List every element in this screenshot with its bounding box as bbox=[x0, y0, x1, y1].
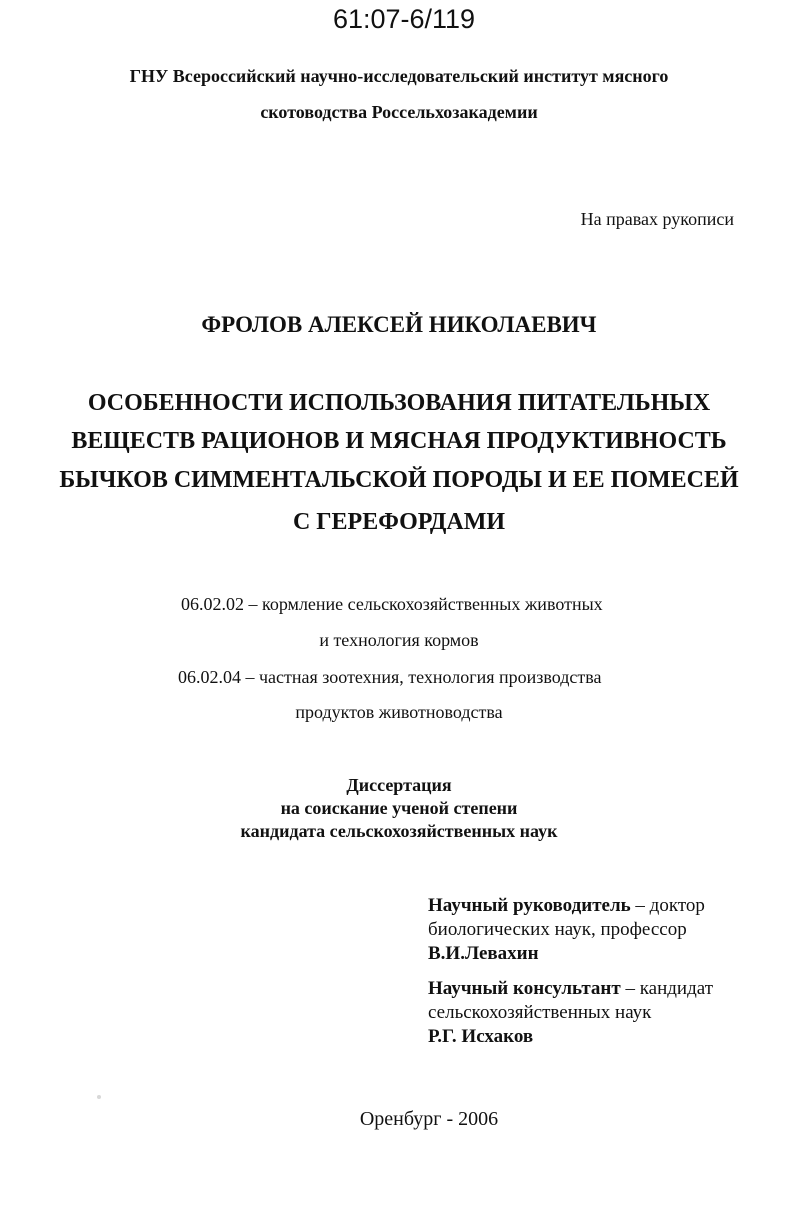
dissertation-degree: кандидата сельскохозяйственных наук bbox=[240, 821, 558, 841]
title-line-3: БЫЧКОВ СИММЕНТАЛЬСКОЙ ПОРОДЫ И ЕЕ ПОМЕСЕЙ bbox=[59, 467, 739, 493]
specialty-line-4: продуктов животноводства bbox=[295, 702, 503, 722]
title-line-4: С ГЕРЕФОРДАМИ bbox=[292, 509, 506, 535]
supervisor-block bbox=[428, 894, 705, 966]
supervisor-name: В.И.Левахин bbox=[428, 943, 539, 964]
consultant-degree-2: сельскохозяйственных наук bbox=[428, 1002, 652, 1023]
consultant-role-line bbox=[428, 977, 713, 1001]
specialty-line-3: 06.02.04 – частная зоотехния, технология производства bbox=[178, 667, 602, 687]
scan-speck bbox=[97, 1095, 101, 1099]
institution-line-2: скотоводства Россельхозакадемии bbox=[260, 102, 538, 122]
title-line-2: ВЕЩЕСТВ РАЦИОНОВ И МЯСНАЯ ПРОДУКТИВНОСТЬ bbox=[71, 428, 727, 454]
city-year: Оренбург - 2006 bbox=[359, 1108, 499, 1130]
supervisor-role: Научный руководитель bbox=[428, 895, 631, 916]
specialty-line-1: 06.02.02 – кормление сельскохозяйственных животных bbox=[181, 594, 603, 614]
title-line-1: ОСОБЕННОСТИ ИСПОЛЬЗОВАНИЯ ПИТАТЕЛЬНЫХ bbox=[87, 390, 711, 416]
author-name: ФРОЛОВ АЛЕКСЕЙ НИКОЛАЕВИЧ bbox=[201, 312, 597, 337]
institution-line-1: ГНУ Всероссийский научно-исследовательский институт мясного bbox=[129, 66, 669, 86]
consultant-degree-1: – кандидат bbox=[620, 978, 713, 999]
archive-code: 61:07-6/119 bbox=[332, 4, 476, 34]
consultant-name: Р.Г. Исхаков bbox=[428, 1026, 534, 1047]
dissertation-purpose: на соискание ученой степени bbox=[280, 798, 518, 818]
consultant-role: Научный консультант bbox=[428, 978, 621, 999]
consultant-block bbox=[428, 977, 713, 1049]
supervisor-role-line bbox=[428, 894, 705, 918]
supervisor-degree-2: биологических наук, профессор bbox=[428, 919, 687, 940]
specialty-line-2: и технология кормов bbox=[319, 630, 479, 650]
rights-note: На правах рукописи bbox=[580, 209, 734, 229]
supervisor-degree-1: – доктор bbox=[630, 895, 705, 916]
dissertation-label: Диссертация bbox=[346, 775, 452, 795]
